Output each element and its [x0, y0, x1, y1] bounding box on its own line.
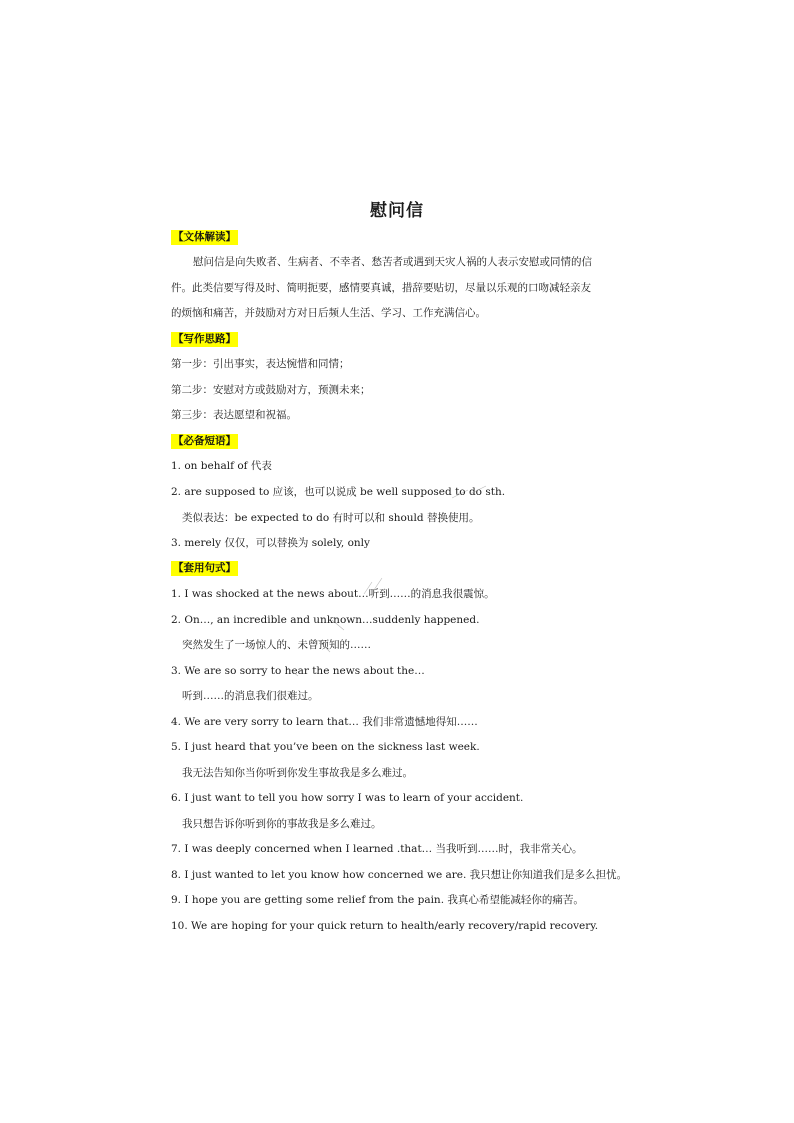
section-heading-phrases: 【必备短语】	[173, 435, 236, 447]
sentence-2: 2. On…, an incredible and unknown…suddenly happened.	[171, 614, 480, 626]
phrase-1: 1. on behalf of 代表	[171, 460, 272, 472]
step-1: 第一步：引出事实，表达惋惜和同情；	[171, 358, 350, 370]
document-title: 慰问信	[370, 201, 424, 221]
sentence-3-translation: 听到……的消息我们很难过。	[182, 690, 319, 702]
intro-line-3: 的烦恼和痛苦，并鼓励对方对日后频人生活、学习、工作充满信心。	[171, 307, 486, 319]
sentence-4: 4. We are very sorry to learn that… 我们非常遗憾地得知……	[171, 716, 478, 728]
section-heading-approach: 【写作思路】	[173, 333, 236, 345]
sentence-8: 8. I just wanted to let you know how concerned we are. 我只想让你知道我们是多么担忧。	[171, 869, 628, 881]
sentence-7: 7. I was deeply concerned when I learned .that… 当我听到……时，我非常关心。	[171, 843, 583, 855]
sentence-10: 10. We are hoping for your quick return to health/early recovery/rapid recovery.	[171, 920, 599, 932]
sentence-5: 5. I just heard that you’ve been on the sickness last week.	[171, 741, 480, 753]
section-heading-genre: 【文体解读】	[173, 231, 236, 243]
sentence-6: 6. I just want to tell you how sorry I was to learn of your accident.	[171, 792, 524, 804]
step-3: 第三步：表达愿望和祝福。	[171, 409, 297, 421]
intro-line-1: 慰问信是向失败者、生病者、不幸者、愁苦者或遇到天灾人祸的人表示安慰或同情的信	[193, 256, 592, 268]
sentence-1: 1. I was shocked at the news about…听到……的消息我很震惊。	[171, 588, 495, 600]
intro-line-2: 件。此类信要写得及时、简明扼要，感情要真诚，措辞要贴切，尽量以乐观的口吻减轻亲友	[171, 282, 591, 294]
sentence-6-translation: 我只想告诉你听到你的事故我是多么难过。	[182, 818, 382, 830]
phrase-2-note: 类似表达：be expected to do 有时可以和 should 替换使用。	[182, 512, 480, 524]
phrase-2: 2. are supposed to 应该，也可以说成 be well supposed to do sth.	[171, 486, 506, 498]
sentence-3: 3. We are so sorry to hear the news about the…	[171, 665, 425, 677]
section-heading-sentences: 【套用句式】	[173, 562, 236, 574]
sentence-9: 9. I hope you are getting some relief from the pain. 我真心希望能减轻你的痛苦。	[171, 894, 584, 906]
sentence-5-translation: 我无法告知你当你听到你发生事故我是多么难过。	[182, 767, 413, 779]
step-2: 第二步：安慰对方或鼓励对方，预测未来；	[171, 384, 371, 396]
sentence-2-translation: 突然发生了一场惊人的、未曾预知的……	[182, 639, 371, 651]
phrase-3: 3. merely 仅仅，可以替换为 solely, only	[171, 537, 370, 549]
